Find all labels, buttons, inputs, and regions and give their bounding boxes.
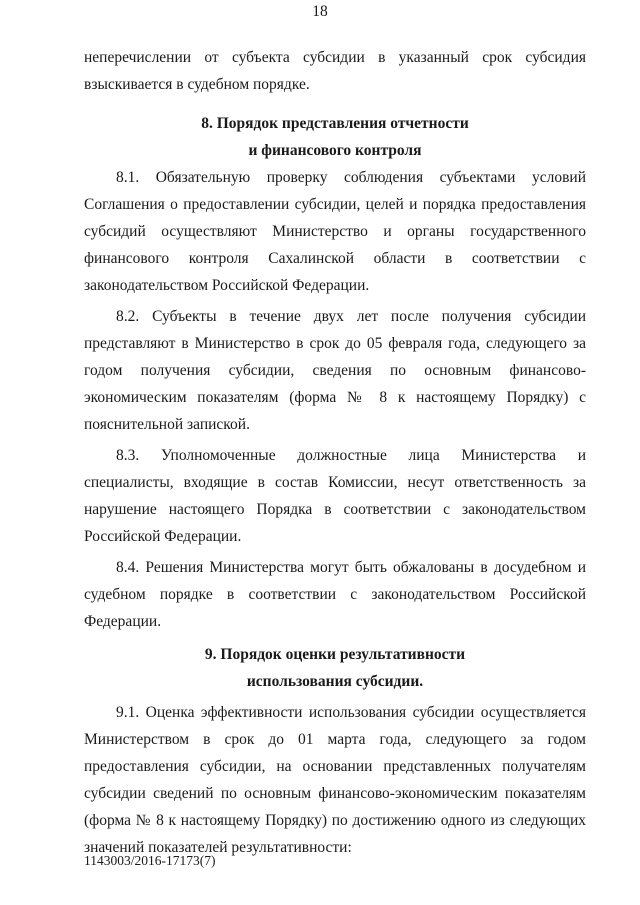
paragraph-9-1: 9.1. Оценка эффективности использования субсидии осуществляется Министерством в срок до 01 марта года, следующего за годом предоставления субсидии, на основании представленных получателям субсидии сведений по основным финансово-экономическим показателям (форма № 8 к настоящему Порядку) по достижению одного из следующих значений показателей результативности: bbox=[84, 704, 586, 856]
section-8-title-line2: и финансового контроля bbox=[248, 142, 422, 159]
document-body bbox=[84, 44, 586, 861]
paragraph-8-2: 8.2. Субъекты в течение двух лет после получения субсидии представляют в Министерство в срок до 05 февраля года, следующего за годом получения субсидии, сведения по основным финансово-экономическим показателям (форма № 8 к настоящему Порядку) с пояснительной запиской. bbox=[84, 308, 586, 433]
section-8-title-line1: 8. Порядок представления отчетности bbox=[201, 115, 469, 132]
page-number: 18 bbox=[312, 3, 328, 20]
paragraph-8-3: 8.3. Уполномоченные должностные лица Министерства и специалисты, входящие в состав Комиссии, несут ответственность за нарушение настоящего Порядка в соответствии с законодательством Российской Федерации. bbox=[84, 447, 586, 545]
section-9-title-line2: использования субсидии. bbox=[246, 673, 424, 690]
paragraph-8-1: 8.1. Обязательную проверку соблюдения субъектами условий Соглашения о предоставлении субсидии, целей и порядка предоставления субсидий осуществляют Министерство и органы государственного финансового контроля Сахалинской области в соответствии с законодательством Российской Федерации. bbox=[84, 169, 586, 294]
section-9-title-line1: 9. Порядок оценки результативности bbox=[204, 646, 466, 663]
continued-paragraph: неперечислении от субъекта субсидии в указанный срок субсидия взыскивается в судебном порядке. bbox=[84, 49, 586, 93]
paragraph-8-4: 8.4. Решения Министерства могут быть обжалованы в досудебном и судебном порядке в соответствии с законодательством Российской Федерации. bbox=[84, 559, 586, 630]
document-footer-code: 1143003/2016-17173(7) bbox=[84, 853, 216, 868]
